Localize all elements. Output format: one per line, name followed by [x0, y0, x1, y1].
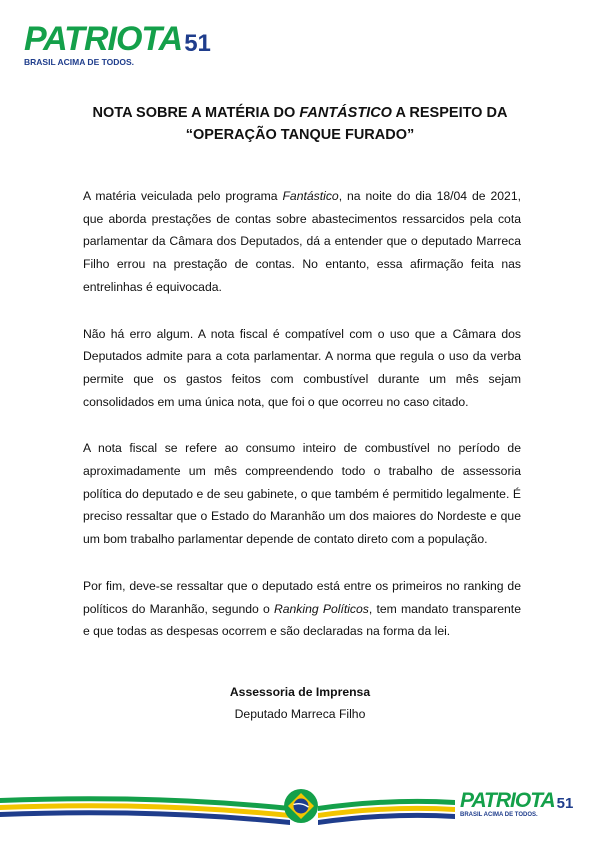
signature-block	[0, 681, 600, 725]
signature-name: Deputado Marreca Filho	[234, 707, 366, 721]
footer-logo-number: 51	[556, 795, 574, 812]
title-line-2: “OPERAÇÃO TANQUE FURADO”	[185, 127, 415, 143]
paragraph-2: Não há erro algum. A nota fiscal é compatível com o uso que a Câmara dos Deputados admite para a cota parlamentar. A norma que regula o uso da verba permite que os gastos feitos com combustível durante um mês sejam consolidados em uma única nota, que foi o que ocorreu no caso citado.	[83, 326, 521, 409]
paragraph-1: A matéria veiculada pelo programa Fantástico, na noite do dia 18/04 de 2021, que aborda prestações de contas sobre abastecimentos ressarcidos pela cota parlamentar da Câmara dos Deputados, dá a entender que o deputado Marreca Filho errou na prestação de contas. No entanto, essa afirmação feita nas entrelinhas é equivocada.	[83, 189, 521, 294]
logo-name: PATRIOTA	[24, 20, 183, 58]
patriota-logo-footer	[460, 790, 573, 818]
paragraph-3: A nota fiscal se refere ao consumo inteiro de combustível no período de aproximadamente um mês compreendendo todo o trabalho de assessoria política do deputado e de seu gabinete, o que também é permitido legalmente. É preciso ressaltar que o Estado do Maranhão um dos maiores do Nordeste e que um bom trabalho parlamentar depende de contato direto com a população.	[83, 441, 521, 547]
logo-number: 51	[184, 30, 211, 57]
paragraph-4: Por fim, deve-se ressaltar que o deputado está entre os primeiros no ranking de políticos do Maranhão, segundo o Ranking Políticos, tem mandato transparente e que todas as despesas ocorrem e são declaradas na forma da lei.	[83, 578, 521, 639]
page-title	[40, 102, 560, 146]
title-line-1: NOTA SOBRE A MATÉRIA DO FANTÁSTICO A RESPEITO DA	[92, 105, 508, 121]
footer-logo-tagline: BRASIL ACIMA DE TODOS.	[460, 812, 538, 818]
brazil-flag-emblem-icon	[283, 788, 319, 824]
patriota-logo-header	[24, 22, 211, 67]
note-body	[83, 185, 521, 667]
footer-logo-name: PATRIOTA	[460, 789, 555, 812]
signature-title: Assessoria de Imprensa	[229, 685, 371, 699]
logo-tagline: BRASIL ACIMA DE TODOS.	[24, 57, 135, 67]
